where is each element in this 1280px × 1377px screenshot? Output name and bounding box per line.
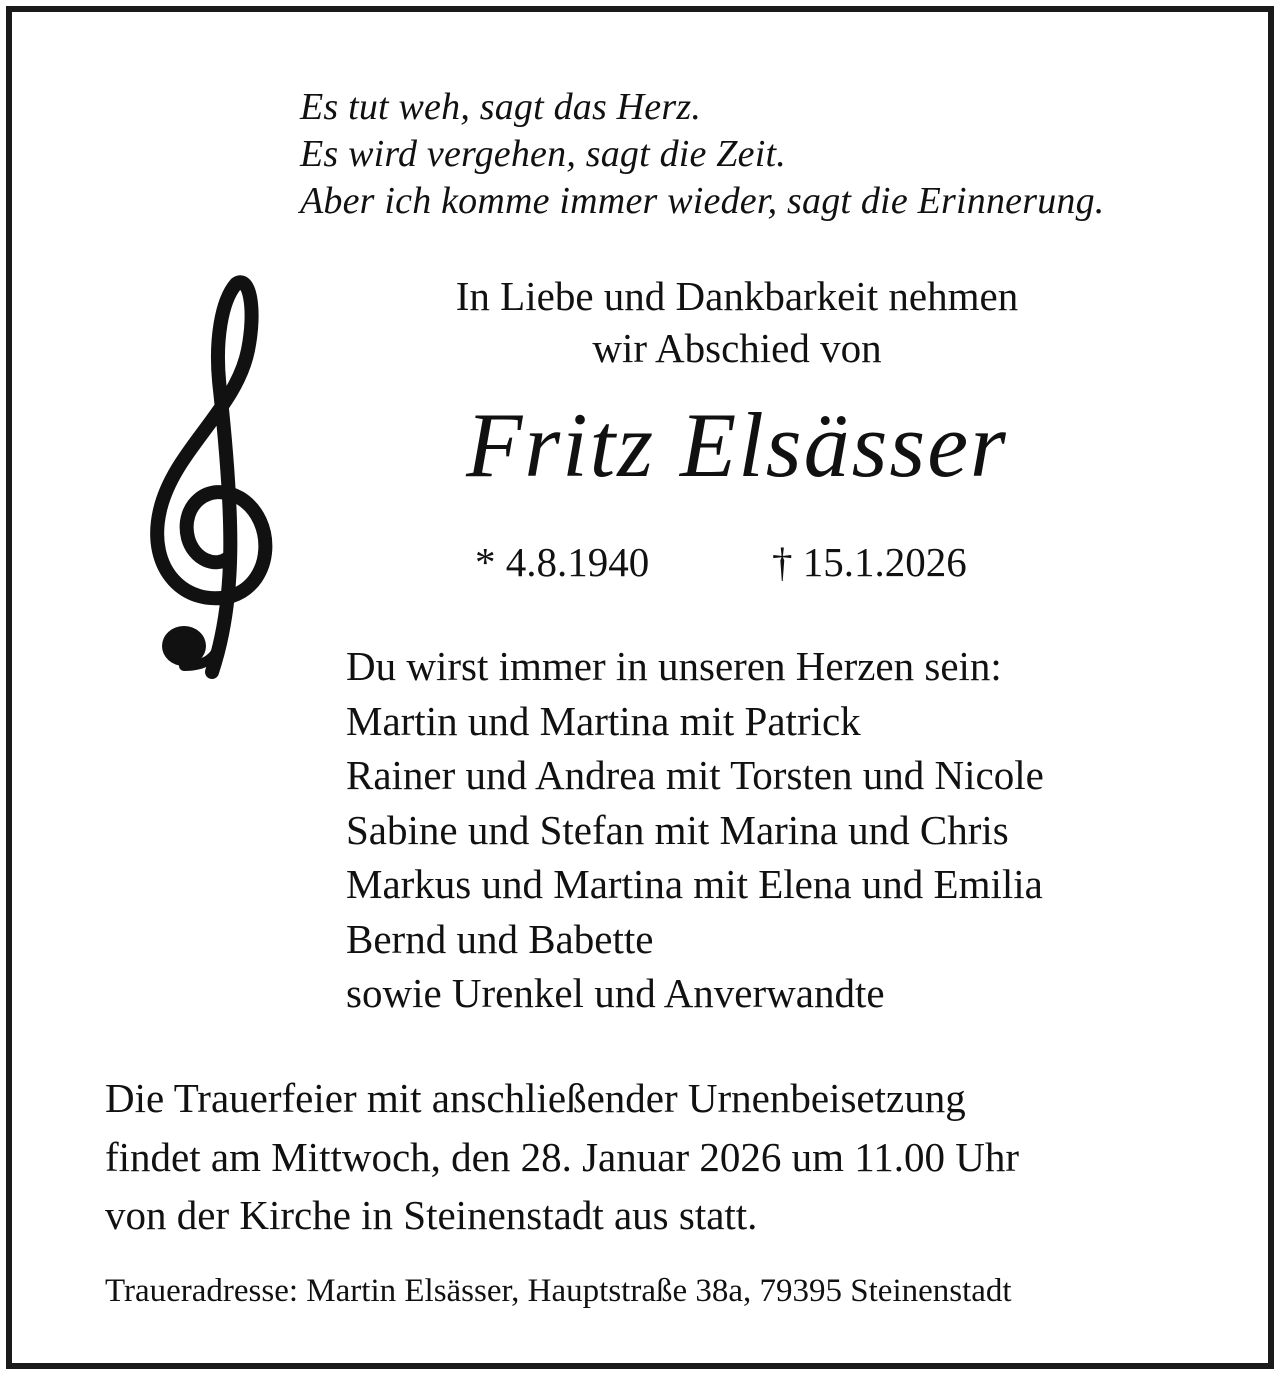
- service-line: findet am Mittwoch, den 28. Januar 2026 um 11.00 Uhr: [105, 1133, 1019, 1180]
- quote-line: Es tut weh, sagt das Herz.: [300, 86, 702, 128]
- treble-clef-icon: [124, 270, 284, 682]
- family-member: Martin und Martina mit Patrick: [346, 697, 861, 744]
- family-member: Bernd und Babette: [346, 915, 654, 962]
- obituary-notice: [6, 6, 1274, 1369]
- service-line: Die Trauerfeier mit anschließender Urnenbeisetzung: [105, 1075, 966, 1121]
- opening-quote: [300, 84, 1260, 225]
- funeral-service-info: [105, 1069, 1225, 1245]
- life-dates: [475, 537, 1035, 587]
- family-member: Rainer und Andrea mit Torsten und Nicole: [346, 752, 1044, 798]
- intro-line: wir Abschied von: [592, 325, 882, 371]
- mourning-address: Traueradresse: Martin Elsässer, Hauptstraße 38a, 79395 Steinenstadt: [105, 1273, 1012, 1309]
- service-line: von der Kirche in Steinenstadt aus statt.: [105, 1192, 758, 1238]
- birth-date: * 4.8.1940: [475, 539, 650, 585]
- deceased-name: Fritz Elsässer: [466, 394, 1008, 496]
- quote-line: Aber ich komme immer wieder, sagt die Erinnerung.: [300, 180, 1105, 222]
- family-list: [346, 639, 1246, 1021]
- family-heading: Du wirst immer in unseren Herzen sein:: [346, 643, 1002, 689]
- family-member: Markus und Martina mit Elena und Emilia: [346, 861, 1043, 907]
- family-member: Sabine und Stefan mit Marina und Chris: [346, 806, 1009, 853]
- intro-text: [352, 270, 1122, 374]
- family-member: sowie Urenkel und Anverwandte: [346, 970, 885, 1016]
- quote-line: Es wird vergehen, sagt die Zeit.: [300, 133, 786, 175]
- intro-line: In Liebe und Dankbarkeit nehmen: [455, 273, 1019, 319]
- death-date: † 15.1.2026: [772, 539, 967, 585]
